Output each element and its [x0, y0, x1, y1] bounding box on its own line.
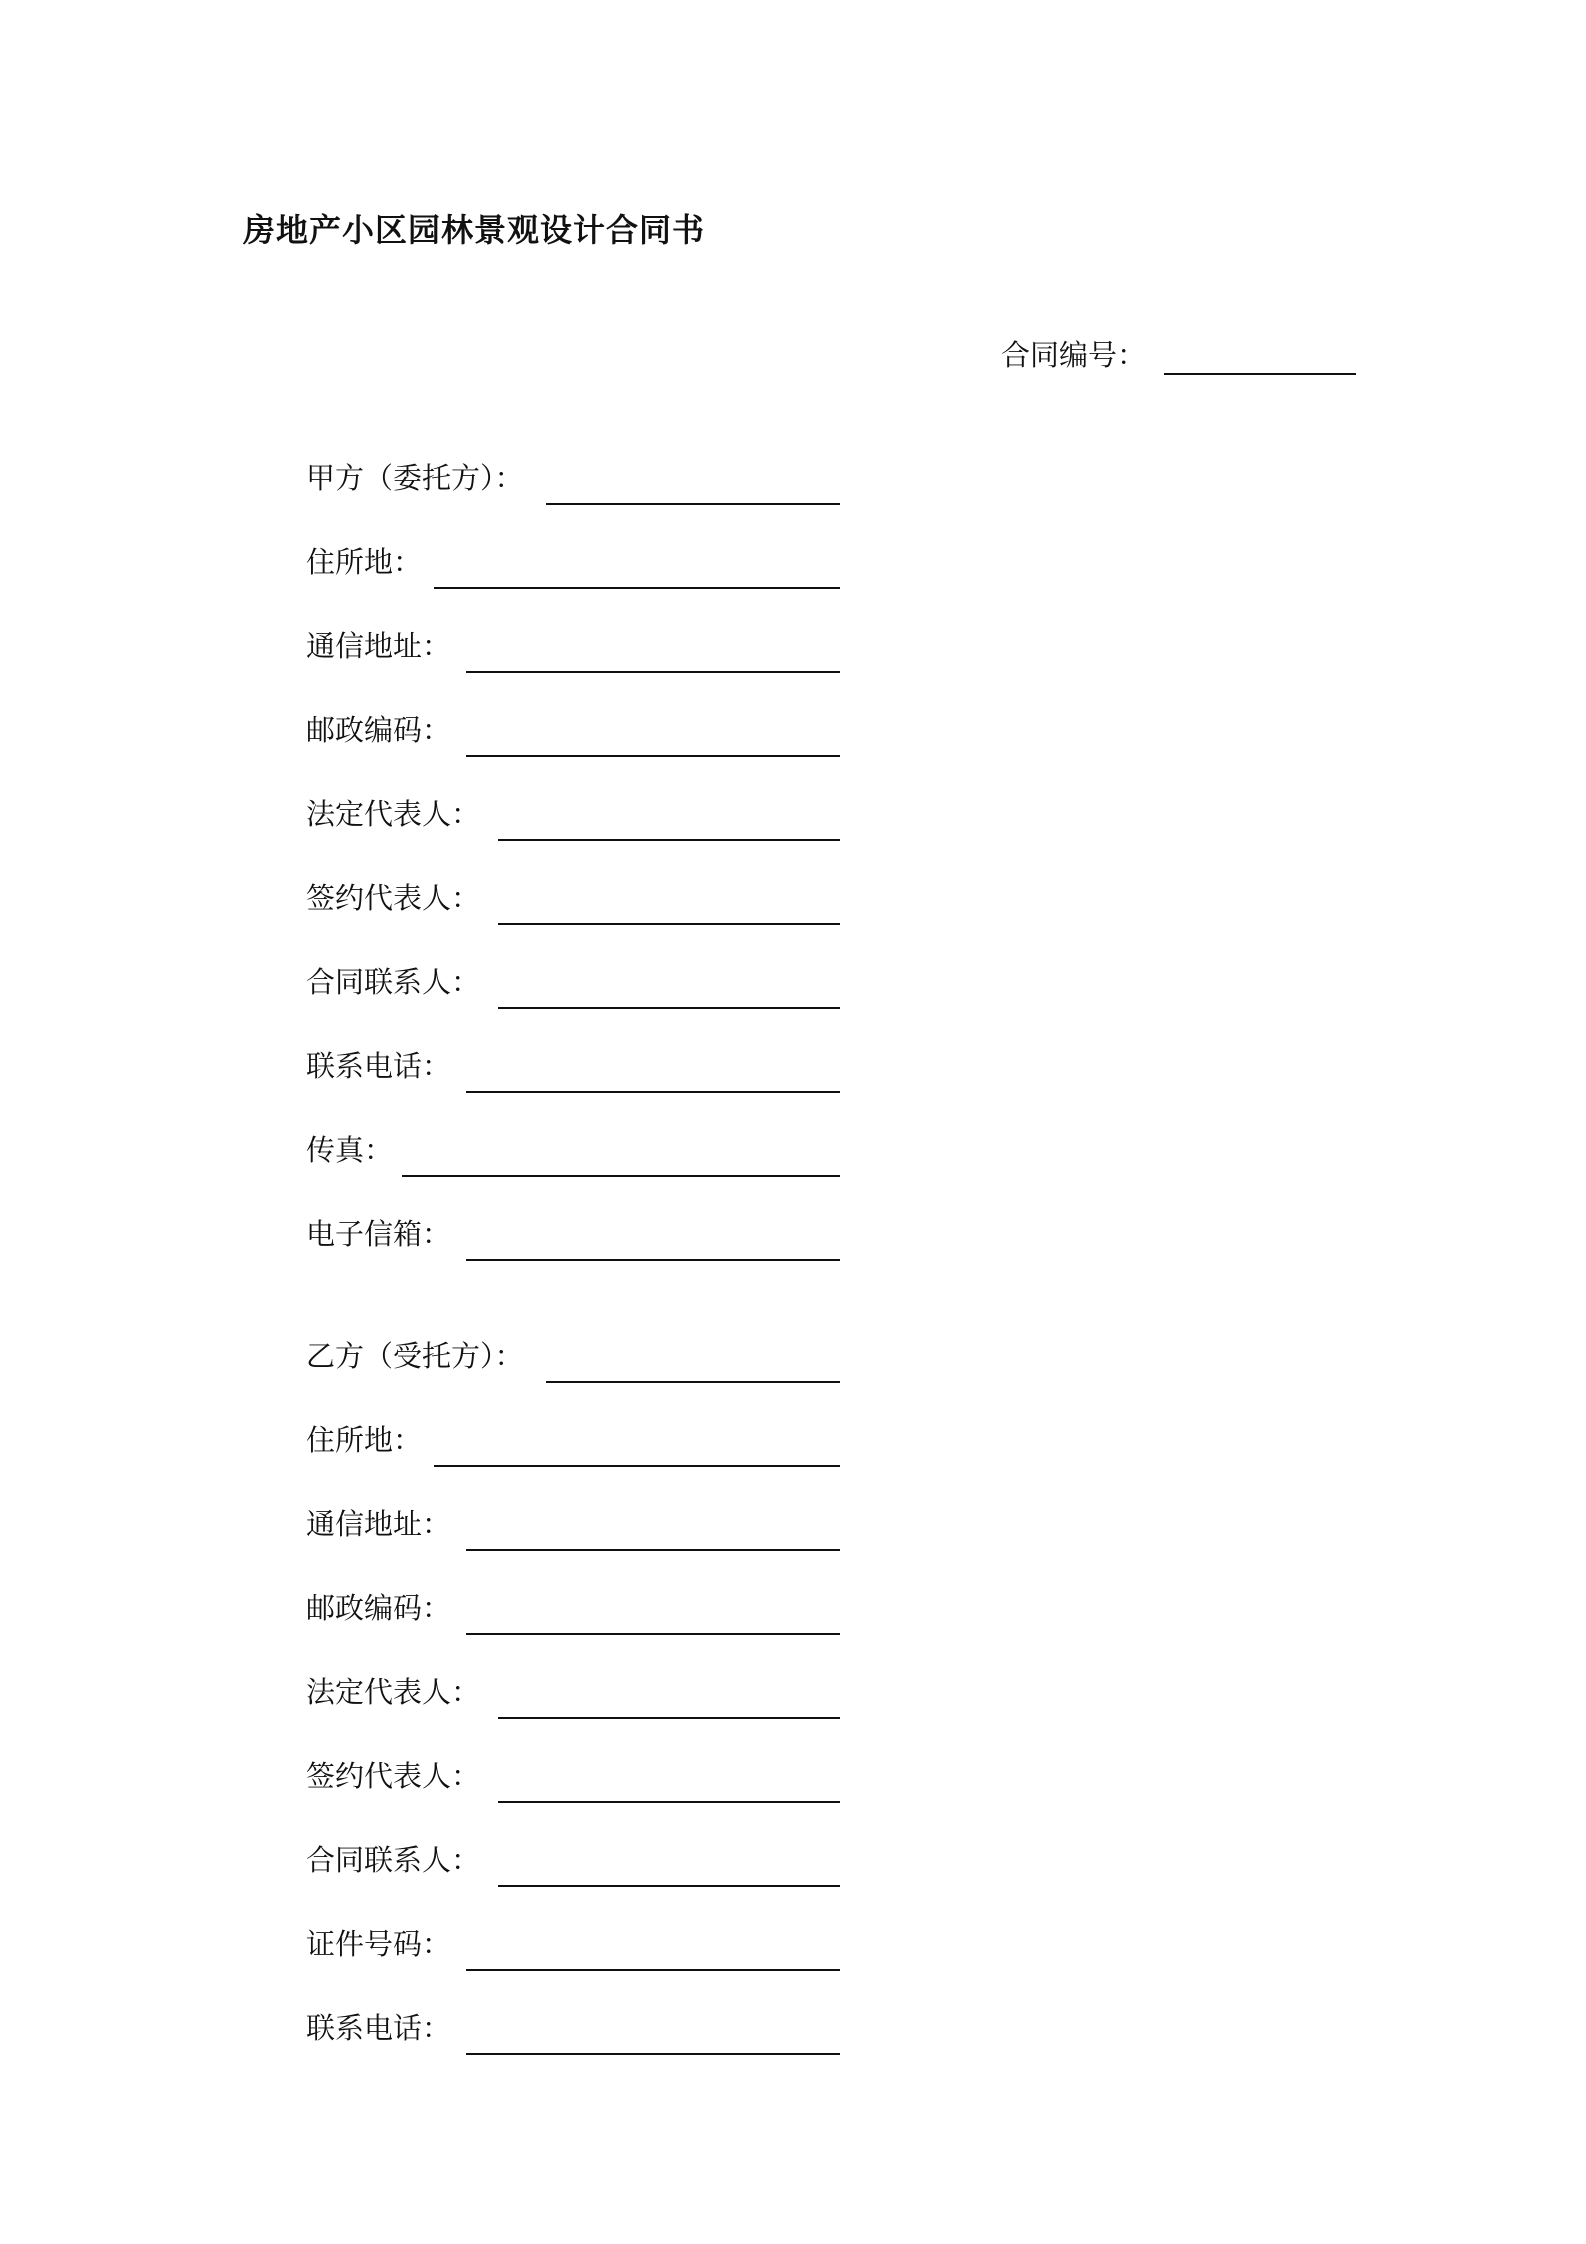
party-a-contact-field [306, 962, 524, 1046]
field-blank[interactable] [498, 1885, 840, 1887]
field-label: 通信地址： [306, 1507, 452, 1541]
document-title: 房地产小区园林景观设计合同书 [243, 211, 706, 249]
field-blank[interactable] [434, 1465, 840, 1467]
field-label: 住所地： [306, 545, 423, 579]
field-blank[interactable] [466, 1549, 840, 1551]
field-blank[interactable] [498, 1717, 840, 1719]
party-b-name-field [306, 1336, 524, 1420]
field-label: 联系电话： [306, 1049, 452, 1083]
party-b-phone-field [306, 2008, 524, 2092]
field-label: 通信地址： [306, 629, 452, 663]
field-label: 签约代表人： [306, 1759, 481, 1793]
field-label: 联系电话： [306, 2011, 452, 2045]
field-blank[interactable] [466, 1969, 840, 1971]
party-a-legal-rep-field [306, 794, 524, 878]
party-b-contact-field [306, 1840, 524, 1924]
party-a-email-field [306, 1214, 524, 1298]
party-a-postcode-field [306, 710, 524, 794]
field-label: 法定代表人： [306, 1675, 481, 1709]
field-blank[interactable] [466, 755, 840, 757]
field-label: 签约代表人： [306, 881, 481, 915]
field-label: 甲方（委托方）： [306, 461, 524, 495]
field-blank[interactable] [498, 923, 840, 925]
field-blank[interactable] [434, 587, 840, 589]
party-b-domicile-field [306, 1420, 524, 1504]
party-b-section [306, 1336, 524, 2092]
field-blank[interactable] [498, 839, 840, 841]
contract-number-label: 合同编号： [1001, 338, 1147, 372]
contract-number-row [1001, 335, 1356, 375]
party-b-address-field [306, 1504, 524, 1588]
field-label: 证件号码： [306, 1927, 452, 1961]
field-blank[interactable] [466, 2053, 840, 2055]
party-a-address-field [306, 626, 524, 710]
party-a-fax-field [306, 1130, 524, 1214]
party-b-postcode-field [306, 1588, 524, 1672]
field-label: 传真： [306, 1133, 394, 1167]
field-blank[interactable] [466, 1259, 840, 1261]
field-label: 邮政编码： [306, 1591, 452, 1625]
field-label: 法定代表人： [306, 797, 481, 831]
field-blank[interactable] [498, 1801, 840, 1803]
field-blank[interactable] [466, 1633, 840, 1635]
field-blank[interactable] [466, 671, 840, 673]
contract-number-blank[interactable] [1164, 373, 1356, 375]
field-blank[interactable] [498, 1007, 840, 1009]
field-label: 合同联系人： [306, 965, 481, 999]
field-label: 住所地： [306, 1423, 423, 1457]
party-b-legal-rep-field [306, 1672, 524, 1756]
party-b-id-number-field [306, 1924, 524, 2008]
field-blank[interactable] [402, 1175, 840, 1177]
party-a-phone-field [306, 1046, 524, 1130]
party-a-name-field [306, 458, 524, 542]
field-label: 乙方（受托方）： [306, 1339, 524, 1373]
field-label: 合同联系人： [306, 1843, 481, 1877]
field-blank[interactable] [466, 1091, 840, 1093]
party-a-signing-rep-field [306, 878, 524, 962]
field-blank[interactable] [546, 503, 840, 505]
party-a-section [306, 458, 524, 1298]
field-blank[interactable] [546, 1381, 840, 1383]
field-label: 电子信箱： [306, 1217, 452, 1251]
field-label: 邮政编码： [306, 713, 452, 747]
party-a-domicile-field [306, 542, 524, 626]
party-b-signing-rep-field [306, 1756, 524, 1840]
